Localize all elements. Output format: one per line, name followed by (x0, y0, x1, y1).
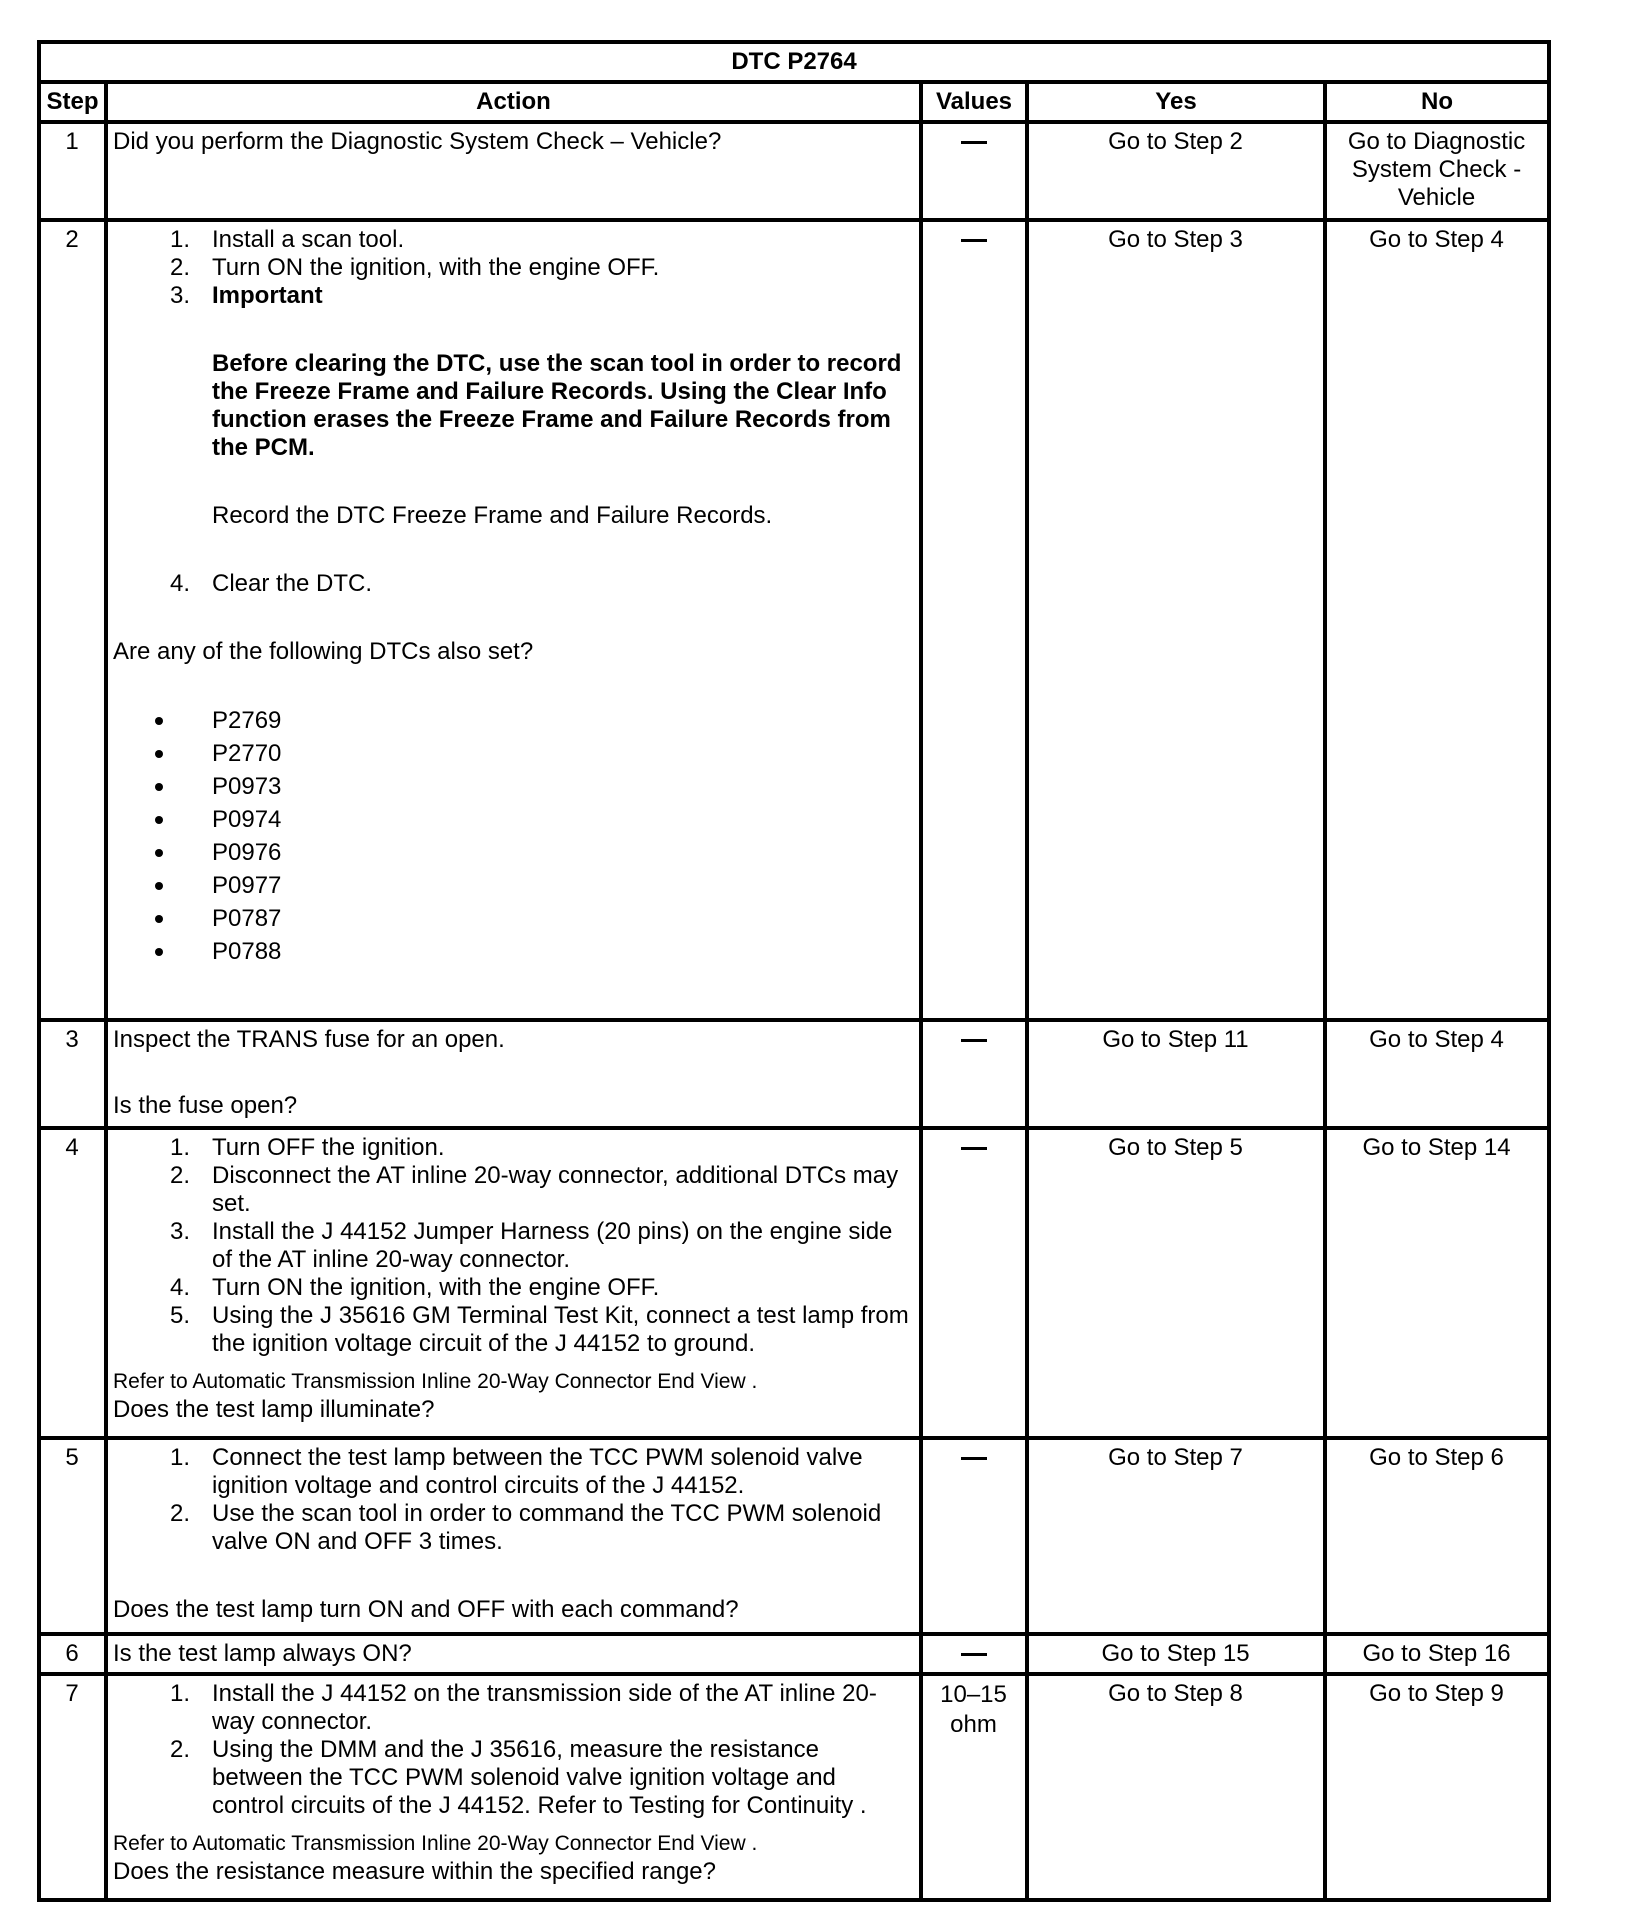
list-item: 3. Important Before clearing the DTC, use the scan tool in order to record the Freeze Frame and Failure Records. Using the Clear Info function erases the Freeze Frame and Failure Records from the PCM. Record the DTC Freeze Frame and Failure Records. (212, 282, 913, 530)
values-cell (921, 1438, 1027, 1634)
values-cell (921, 122, 1027, 220)
list-item: P0976 (212, 836, 913, 869)
no-cell: Go to Step 16 (1325, 1634, 1549, 1674)
list-item: 2. Turn ON the ignition, with the engine OFF. (169, 254, 660, 281)
action-cell (106, 1674, 921, 1900)
table-title: DTC P2764 (39, 42, 1549, 82)
yes-cell: Go to Step 11 (1027, 1020, 1325, 1128)
step-number: 3 (39, 1020, 106, 1128)
header-values: Values (921, 82, 1027, 122)
action-cell (106, 122, 921, 220)
action-cell (106, 1438, 921, 1634)
values-cell (921, 1020, 1027, 1128)
no-cell: Go to Step 9 (1325, 1674, 1549, 1900)
step-number: 5 (39, 1438, 106, 1634)
header-no: No (1325, 82, 1549, 122)
list-item: P0788 (212, 935, 913, 968)
table-row-step-1 (39, 122, 1549, 220)
no-cell: Go to Step 6 (1325, 1438, 1549, 1634)
list-item: 1. Install a scan tool. (169, 226, 405, 253)
list-item: P0974 (212, 803, 913, 836)
list-item: 1. Turn OFF the ignition. (169, 1134, 445, 1161)
step-number: 4 (39, 1128, 106, 1438)
table-row-step-4 (39, 1128, 1549, 1438)
header-step: Step (39, 82, 106, 122)
dash-mark (961, 1653, 987, 1656)
header-yes: Yes (1027, 82, 1325, 122)
step-number: 7 (39, 1674, 106, 1900)
action-question: Does the resistance measure within the specified range? (113, 1858, 716, 1885)
list-item: P0973 (212, 770, 913, 803)
list-item: 2. Using the DMM and the J 35616, measure the resistance between the TCC PWM solenoid valve ignition voltage and control circuits of the J 44152. Refer to Testing for Continuity . (169, 1736, 867, 1819)
procedure-list (113, 1444, 913, 1556)
no-cell: Go to Step 4 (1325, 1020, 1549, 1128)
list-item: 3. Install the J 44152 Jumper Harness (20 pins) on the engine side of the AT inline 20-way connector. (169, 1218, 893, 1273)
table-row-step-6 (39, 1634, 1549, 1674)
dtc-table (37, 40, 1551, 1902)
important-heading: Important (212, 282, 323, 309)
dash-mark (961, 1039, 987, 1042)
yes-cell: Go to Step 7 (1027, 1438, 1325, 1634)
record-instruction: Record the DTC Freeze Frame and Failure Records. (212, 502, 773, 529)
list-item: P0977 (212, 869, 913, 902)
list-item: 1. Connect the test lamp between the TCC PWM solenoid valve ignition voltage and control circuits of the J 44152. (169, 1444, 863, 1499)
list-item: 2. Use the scan tool in order to command the TCC PWM solenoid valve ON and OFF 3 times. (169, 1500, 882, 1555)
action-question: Did you perform the Diagnostic System Check – Vehicle? (113, 128, 722, 155)
dash-mark (961, 239, 987, 242)
yes-cell: Go to Step 8 (1027, 1674, 1325, 1900)
title-row (39, 42, 1549, 82)
step-number: 1 (39, 122, 106, 220)
values-cell: 10–15 ohm (921, 1674, 1027, 1900)
dash-mark (961, 141, 987, 144)
action-cell (106, 220, 921, 1020)
yes-cell: Go to Step 5 (1027, 1128, 1325, 1438)
action-text: Inspect the TRANS fuse for an open. (113, 1026, 505, 1053)
action-cell (106, 1020, 921, 1128)
no-cell: Go to Diagnostic System Check - Vehicle (1325, 122, 1549, 220)
list-item: P0787 (212, 902, 913, 935)
header-action: Action (106, 82, 921, 122)
step-number: 2 (39, 220, 106, 1020)
reference-note: Refer to Automatic Transmission Inline 20-Way Connector End View . (113, 1370, 758, 1393)
table-row-step-3 (39, 1020, 1549, 1128)
important-note: Before clearing the DTC, use the scan tool in order to record the Freeze Frame and Failure Records. Using the Clear Info function erases the Freeze Frame and Failure Records from the PCM. (212, 350, 902, 461)
action-question: Are any of the following DTCs also set? (113, 638, 534, 665)
table-row-step-7 (39, 1674, 1549, 1900)
list-item: 5. Using the J 35616 GM Terminal Test Kit, connect a test lamp from the ignition voltage circuit of the J 44152 to ground. (169, 1302, 909, 1357)
action-question: Does the test lamp illuminate? (113, 1396, 435, 1423)
document-page (37, 40, 1547, 1902)
list-item: 1. Install the J 44152 on the transmission side of the AT inline 20-way connector. (169, 1680, 877, 1735)
dtc-code-list (113, 704, 913, 968)
list-item: 4. Clear the DTC. (169, 570, 373, 597)
list-item: P2769 (212, 704, 913, 737)
list-item: 4. Turn ON the ignition, with the engine OFF. (169, 1274, 660, 1301)
yes-cell: Go to Step 2 (1027, 122, 1325, 220)
list-item: 2. Disconnect the AT inline 20-way connector, additional DTCs may set. (169, 1162, 899, 1217)
procedure-list (113, 1680, 913, 1820)
action-cell (106, 1634, 921, 1674)
action-question: Is the test lamp always ON? (113, 1640, 412, 1667)
yes-cell: Go to Step 15 (1027, 1634, 1325, 1674)
table-row-step-5 (39, 1438, 1549, 1634)
reference-note: Refer to Automatic Transmission Inline 20-Way Connector End View . (113, 1832, 758, 1855)
no-cell: Go to Step 14 (1325, 1128, 1549, 1438)
action-cell (106, 1128, 921, 1438)
table-row-step-2 (39, 220, 1549, 1020)
procedure-list (113, 226, 913, 598)
dash-mark (961, 1147, 987, 1150)
step-number: 6 (39, 1634, 106, 1674)
values-cell (921, 1634, 1027, 1674)
header-row (39, 82, 1549, 122)
dash-mark (961, 1457, 987, 1460)
values-cell (921, 220, 1027, 1020)
action-question: Is the fuse open? (113, 1092, 298, 1119)
no-cell: Go to Step 4 (1325, 220, 1549, 1020)
list-item: P2770 (212, 737, 913, 770)
values-cell (921, 1128, 1027, 1438)
yes-cell: Go to Step 3 (1027, 220, 1325, 1020)
action-question: Does the test lamp turn ON and OFF with each command? (113, 1596, 739, 1623)
procedure-list (113, 1134, 913, 1358)
